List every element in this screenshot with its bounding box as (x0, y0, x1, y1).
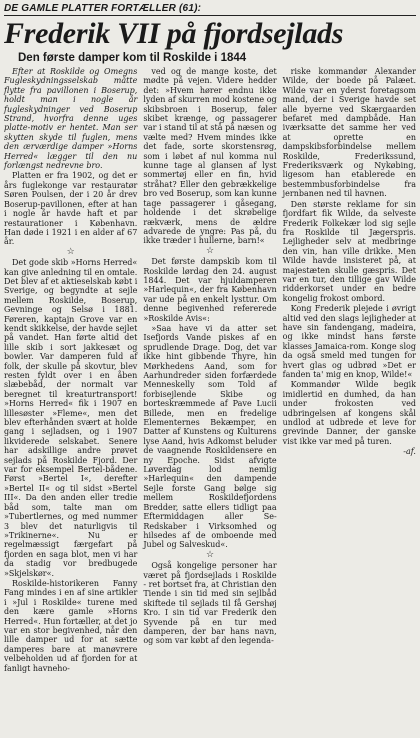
author-signature: -af. (403, 447, 416, 457)
paragraph: Også kongelige personer har været på fjordsejlads i Roskilde - ret bortset fra, at Christian den Tiende i sin tid med sin sejlbåd skiftede til sejlads til få Gershøj Kro. I sin tid var Frederik den Syvende på en tur med damperen, der bar hans navn, og som var købt af den legenda- (143, 561, 277, 646)
section-star: ☆ (205, 245, 215, 256)
column-2 (143, 67, 276, 674)
paragraph: Det første dampskib kom til Roskilde lørdag den 24. august 1844. Det var hjuldamperen »Harlequin«, der fra København var ude på en enkelt lysttur. Om denne begivenhed refererede »Roskilde Avis«: (143, 257, 277, 323)
paragraph: »Saa have vi da atter set Isefjords Vande piskes af en sprudlende Drage. Dog, det var ikke hint gibbende Thyre, hin Mørkhedens Aand, som for Aarhundreder siden forfærdede Menneskelly som Told af forbisejlende Skibe og borteskræmmede af Pave Lucii Billede, men en fredelige Elementernes Bekæmper, en Datter af Kunstens og Kulturens lyse Aand, hvis Adkomst beluder de vaagnende Roskildensere en ny Epoche. Sidst afvigte Løverdag lod nemlig »Harlequin« den dampende Sejle forste Gang bølge sig mellem Roskildefjordens Bredder, satte ellers tidligt paa Eftermiddagen aller Se-Redskaber i Virksomhed og hilsedes af de omboende med Jubel og Salveskud«. (143, 323, 277, 550)
paragraph: Kommandør Wilde begik imidlertid en dumhed, da han under frokosten ved udbringelsen af kongens skål undlod at udbrede et leve for grevinde Danner, der ganske vist ikke var med på turen. (282, 380, 416, 446)
intro-paragraph: Efter at Roskilde og Omegns Fugleskydningsselskab måtte flytte fra pavillonen i Boserup, holdt man i nogle år fugleskydninger ved Boserup Strand, hvorfra denne uges platte-motiv er hentet. Man ser skytten skyde til fuglen, mens den ærværdige damper »Horns Herred« lægger til den nu forlængst nedrevne bro. (4, 67, 138, 171)
column-3 (283, 67, 416, 674)
subheadline: Den første damper kom til Roskilde i 1844 (18, 52, 247, 64)
paragraph: Kong Frederik plejede i øvrigt altid ved den slags lejligheder at have sin fandengang, madeira, og ikke mindst hans første klasses Jamaica-rom. Konge slog da også smeld med tungen for hvert glas og udbrød »Det er fanden ta' mig en knop, Wilde!« (282, 304, 416, 379)
paragraph: Den største reklame for sin fjordfart fik Wilde, da selveste Frederik Folkekær lod sig sejle fra Roskilde til Jægerspris. Lejligheder selv at medbringe den vin, han ville drikke. Men Wilde havde insisteret på, at majestæten skulle gæspris. Det var en tur, den tillige gav Wilde ridderkorset under en bedre kongelig frokost ombord. (282, 199, 416, 303)
paragraph: riske kommandør Alexander Wilde, der boede på Palæet. Wilde var en yderst foretagsom mand, der i Sverige havde set alle byerne ved Skærgaarden befaret med dampbåde. Han iværksatte det samme her ved at oprette en dampskibsforbindelse mellem Roskilde, Frederikssund, Frederiksværk og Nykøbing, ligesom han etablerede en bestemmbusforbindelse fra jernbanen ned til havnen. (282, 67, 416, 199)
paragraph: Platten er fra 1902, og det er års fuglekonge var restauratør Søren Poulsen, der i 20 år drev Boserup-pavillonen, efter at han i nogle år havde haft et par restaurationer i København. Han døde i 1921 i en alder af 67 år. (4, 171, 138, 247)
article-columns (4, 67, 416, 674)
paragraph: Roskilde-historikeren Fanny Fang mindes i en af sine artikler i »Jul i Roskilde« turene med den kære gamle »Horns Herred«. Hun fortæller, at det jo var en stor begivenhed, når den lille damper ud for at sætte damperes bare at manøvrere velbeholden ud af fjorden for at fanligt havneho- (4, 578, 138, 673)
section-star: ☆ (66, 246, 75, 257)
headline: Frederik VII på fjordsejlads (4, 17, 344, 50)
paragraph: Det gode skib »Horns Herred« kan give anledning til en omtale. Det blev af et aktieselskab købt i Sverige, og begyndte at sejle mellem Roskilde, Boserup, Gevninge og Selsø i 1881. Føreren, kaptajn Grove var en kendt skikkelse, der havde sejlet på vandet. Han førte altid det lille skib i sort jakkesæt og bowler. Var damperen fuld af folk, der skulle på skovtur, blev resten fyldt over i en åben slæbebåd, der normalt var beregnet til kreaturtransport! »Horns Herred« fik i 1907 en lillesøster »Fleme«, men det blev efterhånden svært at holde gang i sejladsen, og i 1907 likviderede selskabet. Senere har adskillige andre prøvet sejlads på Roskilde Fjord. Der var for eksempel Bertel-bådene. Først »Bertel I«, derefter »Bertel II« og til sidst »Bertel III«. Da den anden eller tredie båd som, talte man om »Tubertlernes, og med nummer 3 blev det naturligvis til »Trikinerne«. Nu er regelmæssigt færgefart på fjorden en saga blot, men vi har da stadig vor bredbugede »Skjelskør«. (4, 258, 138, 578)
paragraph: ved og de mange koste, det mødte på vejen. Videre hedder det: »Hvem hører endnu ikke lyden af skurren mod kostene og skibsbroen i Boserup, føler skibet krænge, og passagerer var i stand til at stå på næsen og vælte med? Hvem mindes ikke det fade, sorte skorstensrøg, som i løbet af nul komma nul kunne tage al glansen af lyst sommertøj eller en fin, hvid stråhat? Eller den gebrækkelige bro ved Boserup, som kan kunne tage passagerer i gåsegang, holdende i det skrøbelige rækværk, mens de ældre advarede de yngre: Pas på, du ikke træder i hullerne, barn!« (143, 67, 277, 246)
section-star: ☆ (205, 549, 215, 560)
column-1 (4, 67, 137, 674)
series-header: DE GAMLE PLATTER FORTÆLLER (61): (4, 3, 416, 16)
